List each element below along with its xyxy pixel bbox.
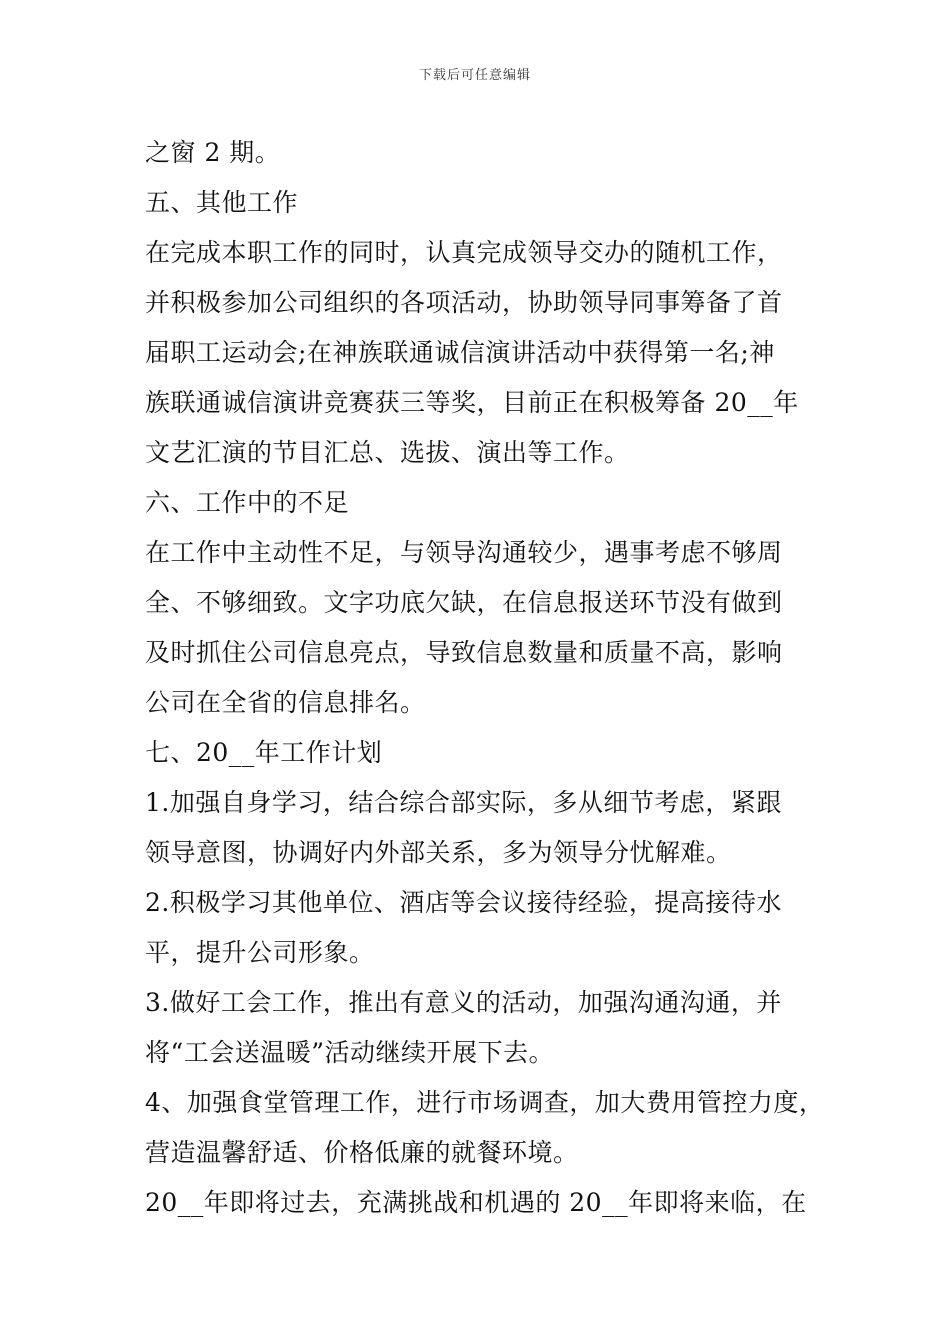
text-line: 营造温馨舒适、价格低廉的就餐环境。	[145, 1138, 579, 1167]
text-line: 族联通诚信演讲竞赛获三等奖，目前正在积极筹备 20__年	[145, 388, 799, 417]
text-line: 文艺汇演的节目汇总、选拔、演出等工作。	[145, 438, 630, 467]
text-line: 领导意图，协调好内外部关系，多为领导分忧解难。	[145, 838, 732, 867]
text-line: 之窗 2 期。	[145, 138, 281, 167]
section-heading: 六、工作中的不足	[145, 488, 350, 517]
page-header: 下载后可任意编辑	[418, 68, 531, 83]
document-body	[145, 128, 825, 1228]
text-line: 全、不够细致。文字功底欠缺，在信息报送环节没有做到	[145, 588, 783, 617]
text-line: 3.做好工会工作，推出有意义的活动，加强沟通沟通，并	[145, 988, 782, 1017]
section-heading: 七、20__年工作计划	[145, 738, 383, 767]
text-line: 公司在全省的信息排名。	[145, 688, 426, 717]
text-line: 届职工运动会;在神族联通诚信演讲活动中获得第一名;神	[145, 338, 775, 367]
text-line: 将“工会送温暖”活动继续开展下去。	[145, 1038, 555, 1067]
text-line: 平，提升公司形象。	[145, 938, 375, 967]
text-line: 及时抓住公司信息亮点，导致信息数量和质量不高，影响	[145, 638, 783, 667]
section-heading: 五、其他工作	[145, 188, 299, 217]
text-line: 在工作中主动性不足，与领导沟通较少，遇事考虑不够周	[145, 538, 783, 567]
text-line: 并积极参加公司组织的各项活动，协助领导同事筹备了首	[145, 288, 783, 317]
text-line: 在完成本职工作的同时，认真完成领导交办的随机工作，	[145, 238, 783, 267]
text-line: 1.加强自身学习，结合综合部实际，多从细节考虑，紧跟	[145, 788, 782, 817]
text-line: 4、加强食堂管理工作，进行市场调查，加大费用管控力度，	[145, 1088, 825, 1117]
text-line: 20__年即将过去，充满挑战和机遇的 20__年即将来临，在	[145, 1188, 807, 1217]
text-line: 2.积极学习其他单位、酒店等会议接待经验，提高接待水	[145, 888, 782, 917]
